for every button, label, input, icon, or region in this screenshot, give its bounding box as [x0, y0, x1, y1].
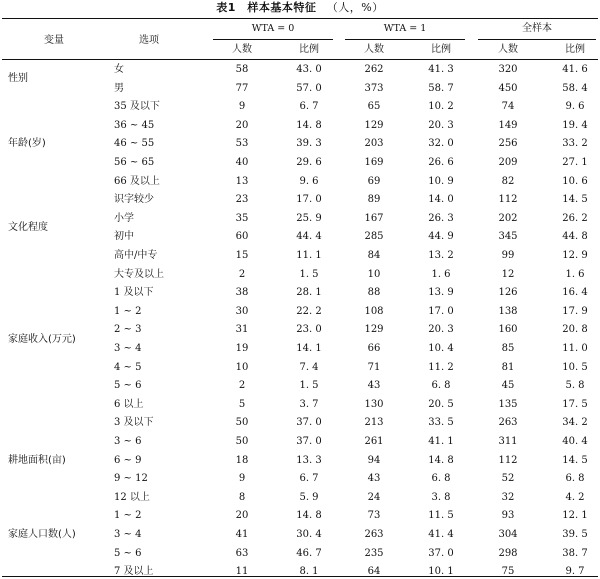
group-rule-wta0 — [213, 39, 333, 40]
pct-wta1-cell: 14. 8 — [428, 454, 454, 466]
pct-wta1-cell: 37. 0 — [428, 547, 454, 559]
count-total-cell: 311 — [498, 436, 518, 447]
pct-wta0-cell: 30. 4 — [296, 529, 322, 540]
option-cell: 男 — [114, 82, 124, 94]
option-cell: 12 以上 — [114, 491, 150, 503]
pct-wta0-cell: 29. 6 — [296, 157, 322, 168]
count-total-cell: 160 — [498, 324, 518, 336]
count-total-cell: 74 — [501, 101, 515, 113]
pct-wta0-cell: 28. 1 — [296, 287, 322, 299]
option-cell: 4 ~ 5 — [114, 361, 142, 373]
count-wta0-cell: 63 — [235, 547, 249, 559]
option-cell: 3 及以下 — [114, 417, 154, 429]
option-cell: 1 及以下 — [114, 287, 154, 299]
count-wta1-cell: 43 — [367, 380, 381, 392]
header-variable: 变量 — [44, 35, 64, 46]
pct-wta1-cell: 44. 9 — [428, 231, 454, 243]
count-wta1-cell: 69 — [367, 175, 381, 187]
count-wta0-cell: 38 — [235, 287, 249, 299]
count-total-cell: 209 — [498, 157, 518, 168]
count-wta0-cell: 50 — [235, 417, 249, 429]
count-wta1-cell: 88 — [367, 287, 381, 299]
count-wta0-cell: 77 — [235, 82, 249, 94]
pct-wta1-cell: 32. 0 — [428, 138, 454, 150]
table-caption — [0, 0, 600, 16]
count-wta1-cell: 43 — [367, 473, 381, 485]
count-wta0-cell: 10 — [235, 361, 249, 373]
pct-total-cell: 19. 4 — [562, 119, 588, 131]
pct-total-cell: 14. 5 — [562, 454, 588, 466]
pct-total-cell: 17. 5 — [562, 398, 588, 410]
option-cell: 66 及以上 — [114, 175, 160, 187]
pct-wta0-cell: 1. 5 — [299, 380, 319, 392]
pct-wta0-cell: 22. 2 — [296, 305, 322, 317]
pct-wta0-cell: 6. 7 — [299, 473, 319, 485]
pct-total-cell: 9. 6 — [565, 101, 585, 113]
pct-wta0-cell: 3. 7 — [299, 398, 319, 410]
count-wta0-cell: 8 — [238, 491, 246, 503]
count-total-cell: 202 — [498, 212, 518, 224]
pct-wta1-cell: 11. 5 — [428, 510, 454, 522]
count-wta1-cell: 263 — [364, 529, 384, 540]
pct-wta0-cell: 9. 6 — [299, 175, 319, 187]
count-wta0-cell: 11 — [235, 566, 249, 578]
header-group-total: 全样本 — [522, 23, 552, 34]
count-wta1-cell: 84 — [367, 250, 381, 261]
option-cell: 6 ~ 9 — [114, 454, 142, 466]
table-unit: （人，%） — [326, 1, 384, 14]
subheader-count-wta1: 人数 — [364, 44, 384, 55]
pct-wta1-cell: 58. 7 — [428, 82, 454, 94]
count-wta1-cell: 89 — [367, 194, 381, 206]
header-group-wta0: WTA = 0 — [251, 23, 295, 34]
pct-wta1-cell: 10. 2 — [428, 101, 454, 113]
pct-wta0-cell: 46. 7 — [296, 547, 322, 559]
option-cell: 3 ~ 6 — [114, 436, 142, 447]
pct-wta1-cell: 13. 2 — [428, 250, 454, 261]
pct-wta1-cell: 17. 0 — [428, 305, 454, 317]
option-cell: 3 ~ 4 — [114, 343, 142, 354]
header-rule — [2, 59, 598, 60]
count-wta0-cell: 9 — [238, 101, 246, 113]
pct-total-cell: 17. 9 — [562, 305, 588, 317]
option-cell: 识字较少 — [114, 194, 154, 206]
pct-wta1-cell: 41. 4 — [428, 529, 454, 540]
count-wta0-cell: 13 — [235, 175, 249, 187]
pct-total-cell: 10. 6 — [562, 175, 588, 187]
count-total-cell: 149 — [498, 119, 518, 131]
count-wta0-cell: 41 — [235, 529, 249, 540]
count-total-cell: 298 — [498, 547, 518, 559]
pct-wta1-cell: 6. 8 — [431, 380, 451, 392]
count-total-cell: 345 — [498, 231, 518, 243]
pct-wta0-cell: 1. 5 — [299, 268, 319, 280]
pct-wta1-cell: 26. 6 — [428, 157, 454, 168]
pct-wta0-cell: 37. 0 — [296, 417, 322, 429]
pct-wta1-cell: 6. 8 — [431, 473, 451, 485]
top-rule — [2, 18, 598, 19]
pct-wta0-cell: 25. 9 — [296, 212, 322, 224]
pct-wta0-cell: 6. 7 — [299, 101, 319, 113]
count-wta0-cell: 35 — [235, 212, 249, 224]
count-wta0-cell: 23 — [235, 194, 249, 206]
pct-total-cell: 9. 7 — [565, 566, 585, 578]
count-wta1-cell: 65 — [367, 101, 381, 113]
count-wta0-cell: 2 — [238, 268, 246, 280]
count-total-cell: 450 — [498, 82, 518, 94]
pct-wta0-cell: 23. 0 — [296, 324, 322, 336]
count-total-cell: 82 — [501, 175, 515, 187]
count-total-cell: 12 — [501, 268, 515, 280]
count-total-cell: 138 — [498, 305, 518, 317]
option-cell: 大专及以上 — [114, 268, 164, 280]
count-wta0-cell: 15 — [235, 250, 249, 261]
pct-total-cell: 26. 2 — [562, 212, 588, 224]
count-wta0-cell: 60 — [235, 231, 249, 243]
count-total-cell: 304 — [498, 529, 518, 540]
count-wta1-cell: 169 — [364, 157, 384, 168]
pct-wta0-cell: 43. 0 — [296, 64, 322, 75]
pct-total-cell: 44. 8 — [562, 231, 588, 243]
count-total-cell: 126 — [498, 287, 518, 299]
pct-total-cell: 12. 9 — [562, 250, 588, 261]
count-wta0-cell: 30 — [235, 305, 249, 317]
pct-total-cell: 27. 1 — [562, 157, 588, 168]
count-wta0-cell: 18 — [235, 454, 249, 466]
variable-label: 文化程度 — [8, 222, 48, 234]
option-cell: 46 ~ 55 — [114, 138, 155, 150]
count-wta1-cell: 213 — [364, 417, 384, 429]
pct-wta1-cell: 1. 6 — [431, 268, 451, 280]
count-total-cell: 112 — [498, 194, 518, 206]
variable-label: 家庭收入(万元) — [8, 333, 76, 345]
group-rule-wta1 — [345, 39, 465, 40]
count-total-cell: 85 — [501, 343, 515, 354]
header-option: 选项 — [139, 35, 159, 46]
pct-wta0-cell: 44. 4 — [296, 231, 322, 243]
option-cell: 小学 — [114, 212, 134, 224]
variable-label: 耕地面积(亩) — [8, 454, 66, 466]
header-group-wta1: WTA = 1 — [383, 23, 427, 34]
pct-total-cell: 40. 4 — [562, 436, 588, 447]
count-wta0-cell: 20 — [235, 510, 249, 522]
option-cell: 1 ~ 2 — [114, 510, 142, 522]
pct-total-cell: 58. 4 — [562, 82, 588, 94]
pct-wta0-cell: 14. 8 — [296, 510, 322, 522]
pct-wta1-cell: 20. 3 — [428, 119, 454, 131]
option-cell: 6 以上 — [114, 398, 144, 410]
count-total-cell: 81 — [501, 361, 515, 373]
count-wta1-cell: 261 — [364, 436, 384, 447]
option-cell: 56 ~ 65 — [114, 157, 155, 168]
pct-wta1-cell: 33. 5 — [428, 417, 454, 429]
option-cell: 初中 — [114, 231, 134, 243]
count-wta1-cell: 262 — [364, 64, 384, 75]
pct-total-cell: 12. 1 — [562, 510, 588, 522]
pct-total-cell: 41. 6 — [562, 64, 588, 75]
count-total-cell: 320 — [498, 64, 518, 75]
count-total-cell: 135 — [498, 398, 518, 410]
count-wta0-cell: 58 — [235, 64, 249, 75]
count-total-cell: 75 — [501, 566, 515, 578]
option-cell: 9 ~ 12 — [114, 473, 148, 485]
pct-wta1-cell: 10. 9 — [428, 175, 454, 187]
pct-wta1-cell: 10. 4 — [428, 343, 454, 354]
count-total-cell: 263 — [498, 417, 518, 429]
option-cell: 7 及以上 — [114, 566, 154, 578]
option-cell: 5 ~ 6 — [114, 380, 142, 392]
pct-wta1-cell: 41. 1 — [428, 436, 454, 447]
option-cell: 1 ~ 2 — [114, 305, 142, 317]
count-total-cell: 93 — [501, 510, 515, 522]
count-total-cell: 99 — [501, 250, 515, 261]
count-wta1-cell: 129 — [364, 324, 384, 336]
count-wta1-cell: 66 — [367, 343, 381, 354]
variable-label: 性别 — [8, 73, 28, 85]
count-wta0-cell: 20 — [235, 119, 249, 131]
subheader-count-total: 人数 — [498, 44, 518, 55]
pct-total-cell: 34. 2 — [562, 417, 588, 429]
pct-total-cell: 1. 6 — [565, 268, 585, 280]
pct-wta1-cell: 14. 0 — [428, 194, 454, 206]
pct-wta1-cell: 41. 3 — [428, 64, 454, 75]
subheader-pct-wta0: 比例 — [299, 44, 319, 55]
pct-wta1-cell: 13. 9 — [428, 287, 454, 299]
pct-total-cell: 20. 8 — [562, 324, 588, 336]
count-total-cell: 32 — [501, 491, 515, 503]
count-wta0-cell: 5 — [238, 398, 246, 410]
pct-wta1-cell: 26. 3 — [428, 212, 454, 224]
count-wta1-cell: 108 — [364, 305, 384, 317]
subheader-count-wta0: 人数 — [232, 44, 252, 55]
count-wta1-cell: 167 — [364, 212, 384, 224]
option-cell: 高中/中专 — [114, 250, 158, 261]
pct-wta0-cell: 14. 1 — [296, 343, 322, 354]
count-wta1-cell: 94 — [367, 454, 381, 466]
group-rule-total — [478, 39, 596, 40]
pct-total-cell: 14. 5 — [562, 194, 588, 206]
count-wta0-cell: 2 — [238, 380, 246, 392]
count-wta1-cell: 71 — [367, 361, 381, 373]
pct-total-cell: 4. 2 — [565, 491, 585, 503]
pct-wta0-cell: 39. 3 — [296, 138, 322, 150]
count-wta0-cell: 31 — [235, 324, 249, 336]
pct-wta0-cell: 7. 4 — [299, 361, 319, 373]
count-wta1-cell: 129 — [364, 119, 384, 131]
option-cell: 女 — [114, 64, 124, 75]
pct-wta1-cell: 3. 8 — [431, 491, 451, 503]
pct-wta0-cell: 5. 9 — [299, 491, 319, 503]
pct-wta0-cell: 8. 1 — [299, 566, 319, 578]
option-cell: 5 ~ 6 — [114, 547, 142, 559]
count-total-cell: 52 — [501, 473, 515, 485]
count-wta1-cell: 10 — [367, 268, 381, 280]
pct-total-cell: 6. 8 — [565, 473, 585, 485]
subheader-pct-total: 比例 — [565, 44, 585, 55]
count-total-cell: 112 — [498, 454, 518, 466]
count-wta1-cell: 203 — [364, 138, 384, 150]
option-cell: 36 ~ 45 — [114, 119, 155, 131]
pct-total-cell: 38. 7 — [562, 547, 588, 559]
count-wta1-cell: 130 — [364, 398, 384, 410]
variable-label: 家庭人口数(人) — [8, 529, 76, 540]
count-wta1-cell: 235 — [364, 547, 384, 559]
pct-wta0-cell: 17. 0 — [296, 194, 322, 206]
pct-wta0-cell: 11. 1 — [296, 250, 322, 261]
pct-wta1-cell: 20. 5 — [428, 398, 454, 410]
pct-wta1-cell: 11. 2 — [428, 361, 454, 373]
count-total-cell: 45 — [501, 380, 515, 392]
subheader-pct-wta1: 比例 — [431, 44, 451, 55]
pct-wta0-cell: 14. 8 — [296, 119, 322, 131]
pct-wta0-cell: 13. 3 — [296, 454, 322, 466]
option-cell: 3 ~ 4 — [114, 529, 142, 540]
pct-total-cell: 5. 8 — [565, 380, 585, 392]
count-wta1-cell: 24 — [367, 491, 381, 503]
pct-wta0-cell: 57. 0 — [296, 82, 322, 94]
option-cell: 35 及以下 — [114, 101, 160, 113]
count-total-cell: 256 — [498, 138, 518, 150]
count-wta0-cell: 53 — [235, 138, 249, 150]
count-wta1-cell: 73 — [367, 510, 381, 522]
count-wta0-cell: 50 — [235, 436, 249, 447]
count-wta1-cell: 64 — [367, 566, 381, 578]
pct-total-cell: 16. 4 — [562, 287, 588, 299]
count-wta0-cell: 9 — [238, 473, 246, 485]
count-wta1-cell: 285 — [364, 231, 384, 243]
pct-wta0-cell: 37. 0 — [296, 436, 322, 447]
pct-total-cell: 39. 5 — [562, 529, 588, 540]
variable-label: 年龄(岁) — [8, 138, 46, 150]
table-title: 表1 样本基本特征 — [216, 1, 317, 14]
count-wta0-cell: 40 — [235, 157, 249, 168]
pct-wta1-cell: 20. 3 — [428, 324, 454, 336]
pct-total-cell: 11. 0 — [562, 343, 588, 354]
option-cell: 2 ~ 3 — [114, 324, 142, 336]
pct-wta1-cell: 10. 1 — [428, 566, 454, 578]
pct-total-cell: 33. 2 — [562, 138, 588, 150]
count-wta1-cell: 373 — [364, 82, 384, 94]
pct-total-cell: 10. 5 — [562, 361, 588, 373]
count-wta0-cell: 19 — [235, 343, 249, 354]
